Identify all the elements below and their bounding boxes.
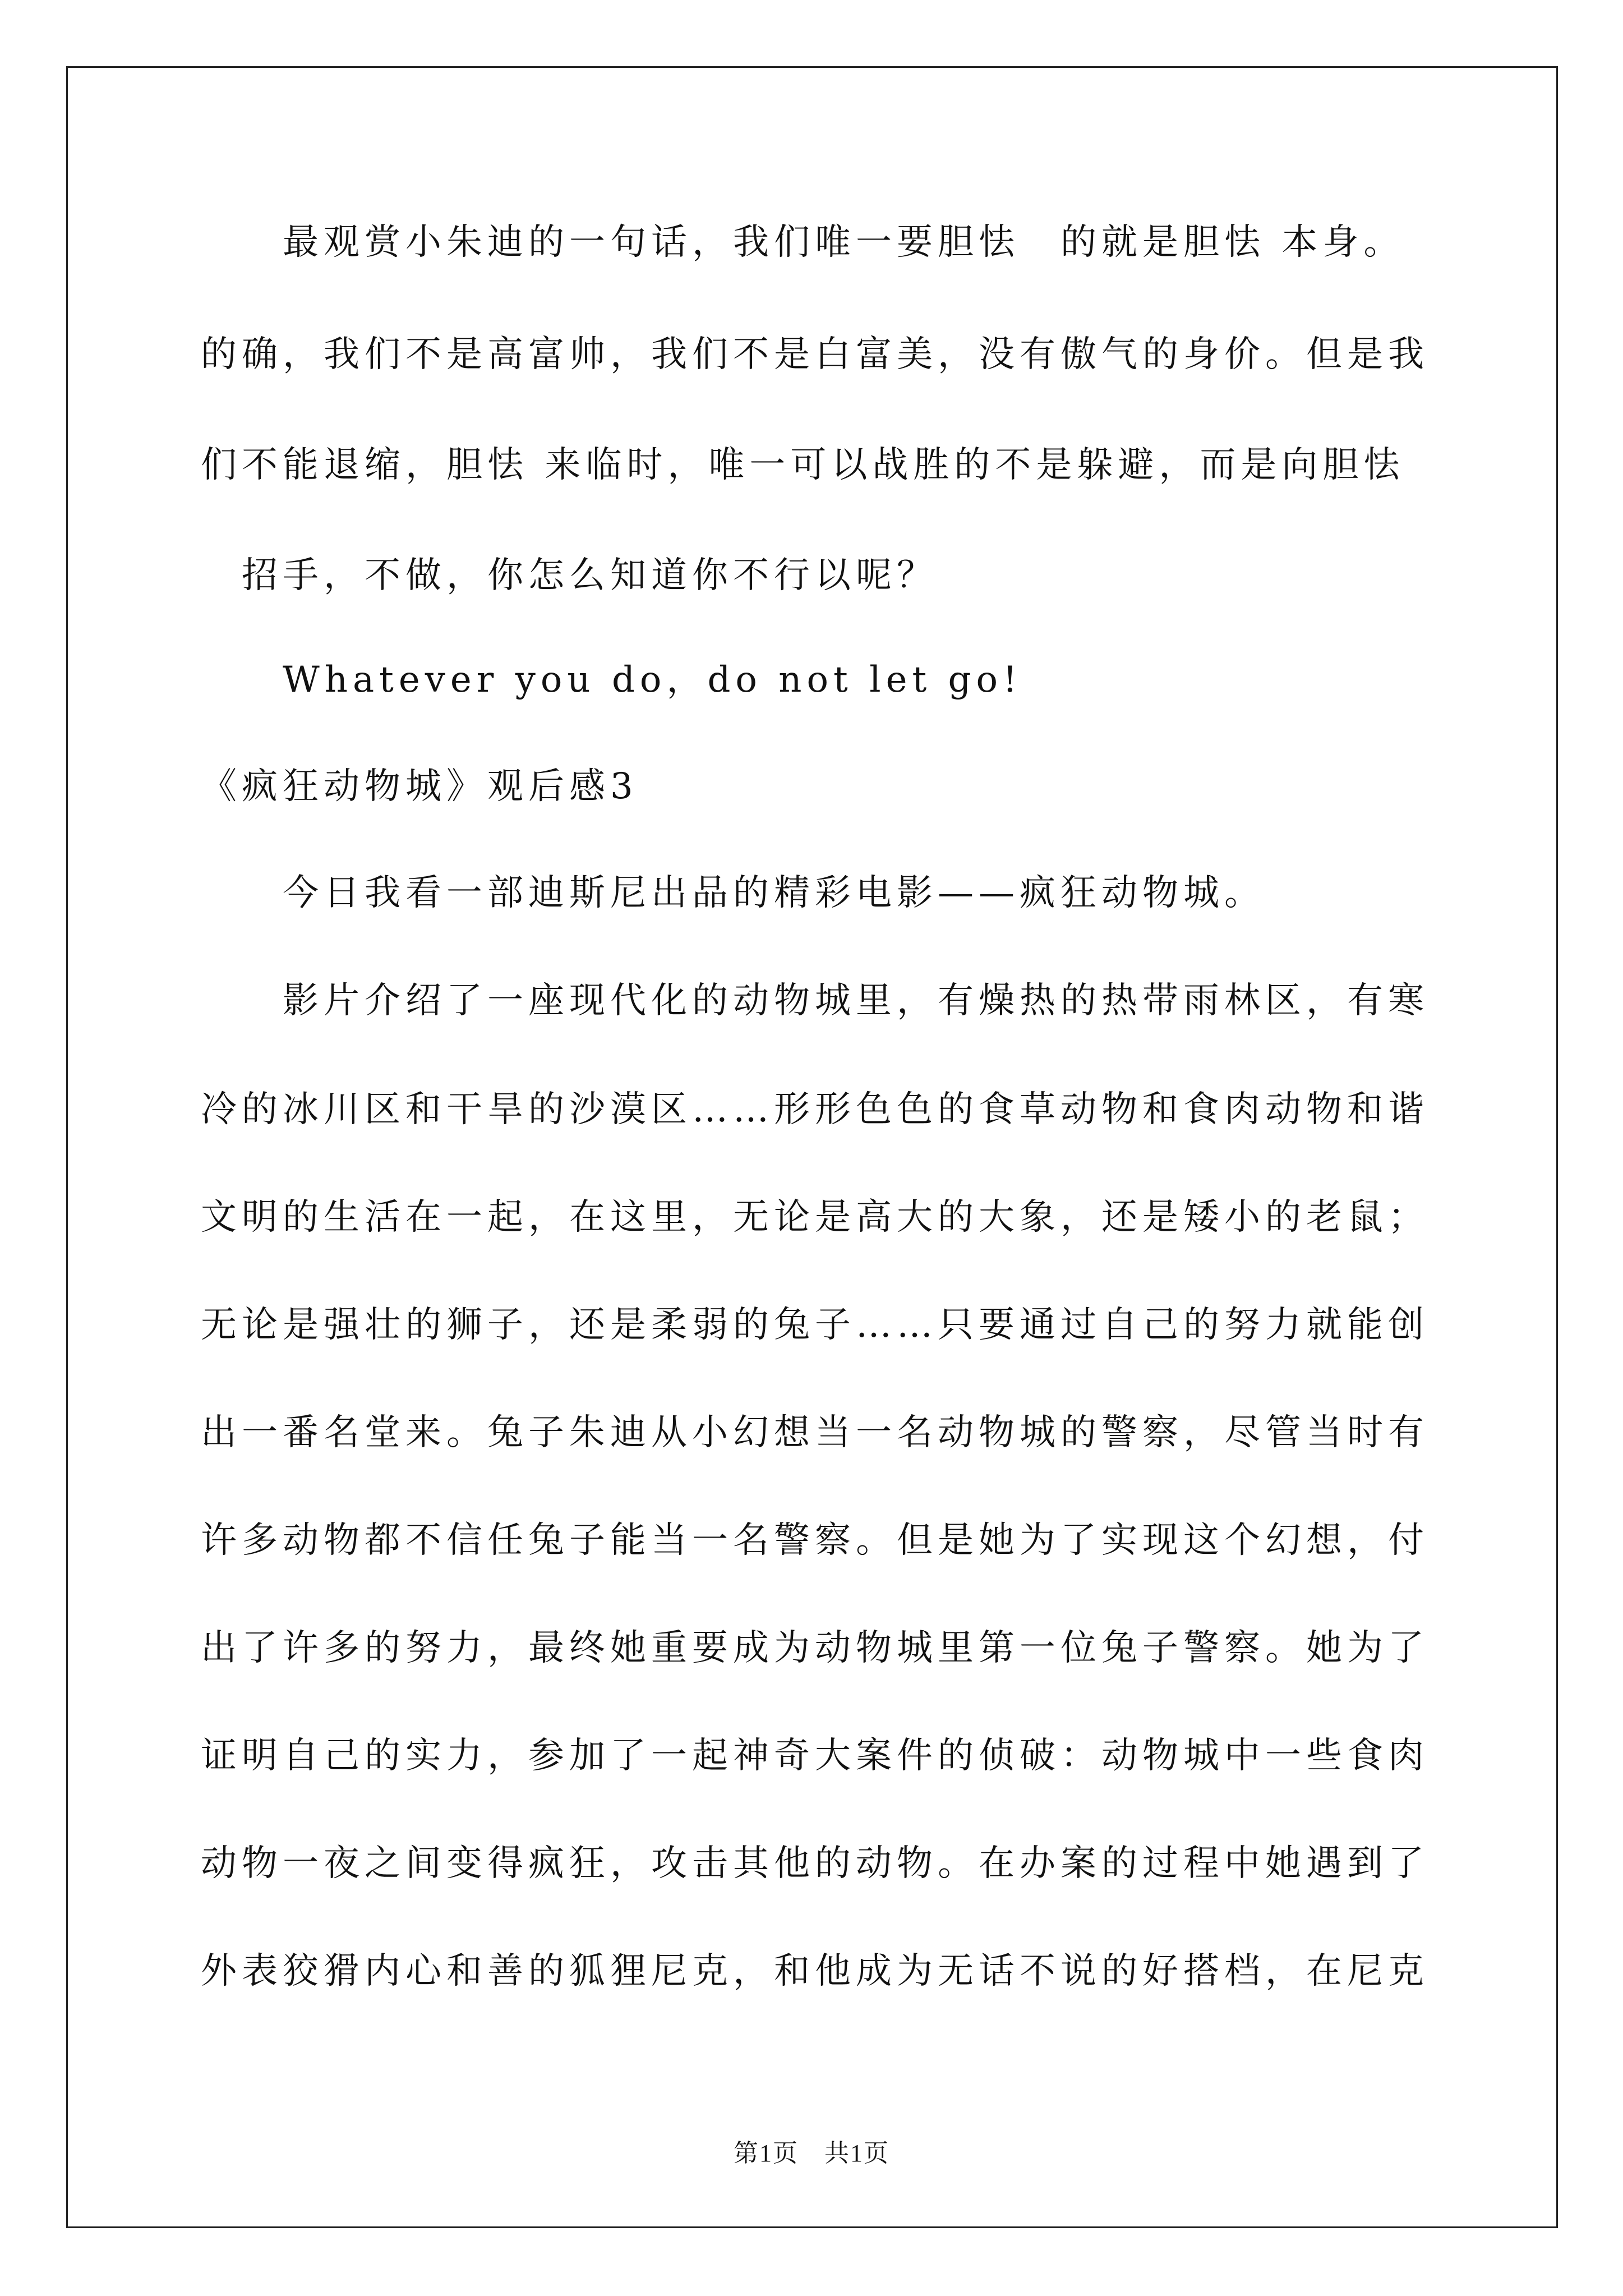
text-line-14: 出了许多的努力，最终她重要成为动物城里第一位兔子警察。她为了 xyxy=(201,1627,1429,1669)
text-line-10: 文明的生活在一起，在这里，无论是高大的大象，还是矮小的老鼠； xyxy=(201,1197,1429,1238)
page-number-footer: 第1页 共1页 xyxy=(734,2139,889,2167)
text-line-4: 招手，不做，你怎么知道你不行以呢？ xyxy=(201,555,938,596)
text-line-13: 许多动物都不信任兔子能当一名警察。但是她为了实现这个幻想，付 xyxy=(201,1520,1429,1561)
text-line-16: 动物一夜之间变得疯狂，攻击其他的动物。在办案的过程中她遇到了 xyxy=(201,1843,1429,1884)
text-line-8: 影片介绍了一座现代化的动物城里，有燥热的热带雨林区，有寒 xyxy=(201,980,1429,1022)
page-border xyxy=(66,66,1558,2228)
text-line-15: 证明自己的实力，参加了一起神奇大案件的侦破：动物城中一些食肉 xyxy=(201,1735,1429,1777)
text-line-17: 外表狡猾内心和善的狐狸尼克，和他成为无话不说的好搭档，在尼克 xyxy=(201,1950,1429,1992)
text-line-1: 最观赏小朱迪的一句话，我们唯一要胆怯 的就是胆怯 本身。 xyxy=(201,222,1405,263)
section-heading: 《疯狂动物城》观后感3 xyxy=(201,766,638,807)
text-line-9: 冷的冰川区和干旱的沙漠区……形形色色的食草动物和食肉动物和谐 xyxy=(201,1089,1429,1130)
text-line-11: 无论是强壮的狮子，还是柔弱的兔子……只要通过自己的努力就能创 xyxy=(201,1304,1429,1346)
text-line-12: 出一番名堂来。兔子朱迪从小幻想当一名动物城的警察，尽管当时有 xyxy=(201,1412,1429,1453)
text-line-2: 的确，我们不是高富帅，我们不是白富美，没有傲气的身价。但是我 xyxy=(201,334,1429,375)
text-line-7: 今日我看一部迪斯尼出品的精彩电影——疯狂动物城。 xyxy=(201,872,1265,914)
text-line-5: Whatever you do，do not let go! xyxy=(201,659,1022,701)
text-line-3: 们不能退缩，胆怯 来临时，唯一可以战胜的不是躲避，而是向胆怯 xyxy=(201,444,1405,486)
